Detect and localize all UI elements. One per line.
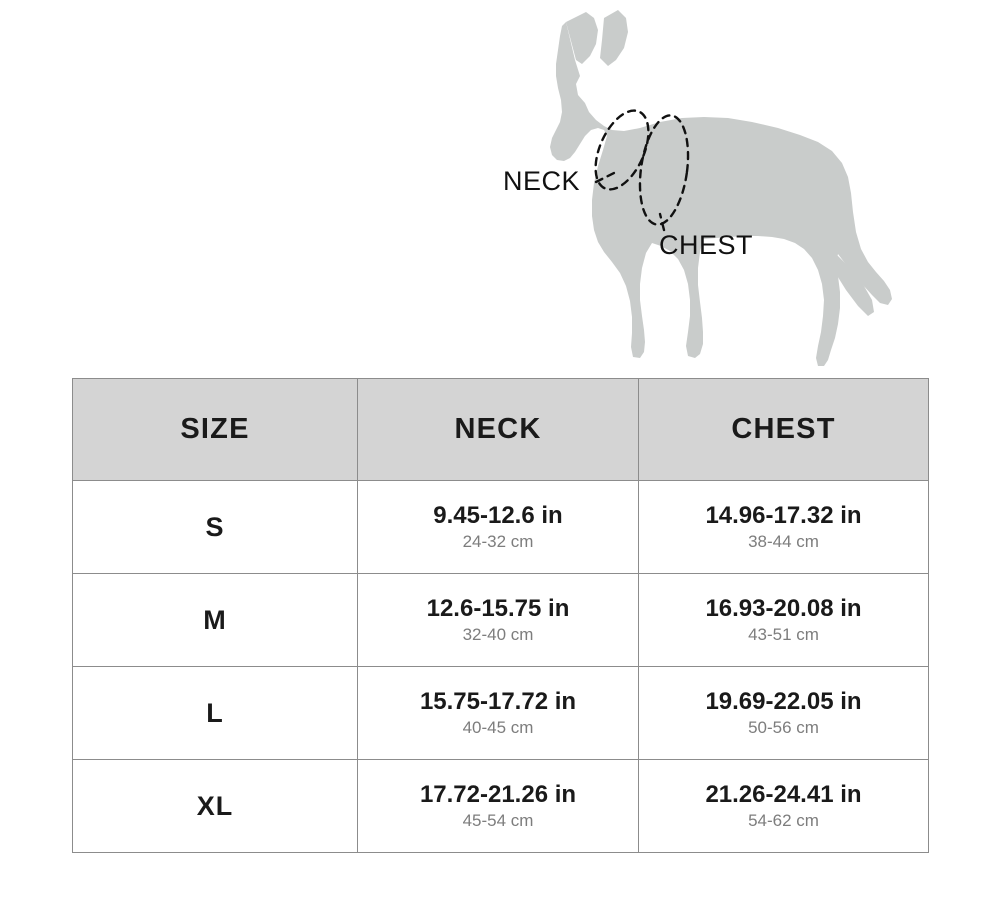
neck-label: NECK <box>503 166 581 196</box>
chest-label: CHEST <box>659 230 754 260</box>
table-row <box>73 574 929 667</box>
neck-centimeters: 32-40 cm <box>462 625 534 645</box>
table-body <box>73 481 929 853</box>
cell-neck <box>358 760 639 853</box>
chest-inches: 19.69-22.05 in <box>705 687 862 715</box>
cell-size: XL <box>73 760 358 853</box>
cell-neck <box>358 667 639 760</box>
chest-centimeters: 54-62 cm <box>748 811 819 831</box>
column-header-neck: NECK <box>358 379 639 481</box>
chest-inches: 21.26-24.41 in <box>705 780 862 808</box>
table-header <box>73 379 929 481</box>
chest-inches: 16.93-20.08 in <box>705 594 862 622</box>
neck-inches: 12.6-15.75 in <box>426 594 570 622</box>
cell-neck <box>358 574 639 667</box>
chest-centimeters: 38-44 cm <box>748 532 819 552</box>
measurement-illustration <box>0 0 1000 378</box>
cell-size: L <box>73 667 358 760</box>
neck-centimeters: 24-32 cm <box>462 532 534 552</box>
neck-centimeters: 45-54 cm <box>462 811 534 831</box>
neck-inches: 17.72-21.26 in <box>419 780 577 808</box>
chest-inches: 14.96-17.32 in <box>705 501 862 529</box>
cell-chest <box>639 574 929 667</box>
cell-chest <box>639 760 929 853</box>
neck-inches: 15.75-17.72 in <box>419 687 577 715</box>
cell-chest <box>639 667 929 760</box>
neck-inches: 9.45-12.6 in <box>433 501 563 529</box>
table-header-row <box>73 379 929 481</box>
cell-size: S <box>73 481 358 574</box>
column-header-size: SIZE <box>73 379 358 481</box>
table-row <box>73 481 929 574</box>
size-table <box>72 378 929 853</box>
cell-neck <box>358 481 639 574</box>
chest-centimeters: 43-51 cm <box>748 625 819 645</box>
cell-chest <box>639 481 929 574</box>
neck-centimeters: 40-45 cm <box>462 718 534 738</box>
table-row <box>73 667 929 760</box>
cell-size: M <box>73 574 358 667</box>
column-header-chest: CHEST <box>639 379 929 481</box>
size-table-wrap <box>72 378 928 853</box>
table-row <box>73 760 929 853</box>
chest-centimeters: 50-56 cm <box>748 718 819 738</box>
measurement-guides <box>0 0 1000 378</box>
